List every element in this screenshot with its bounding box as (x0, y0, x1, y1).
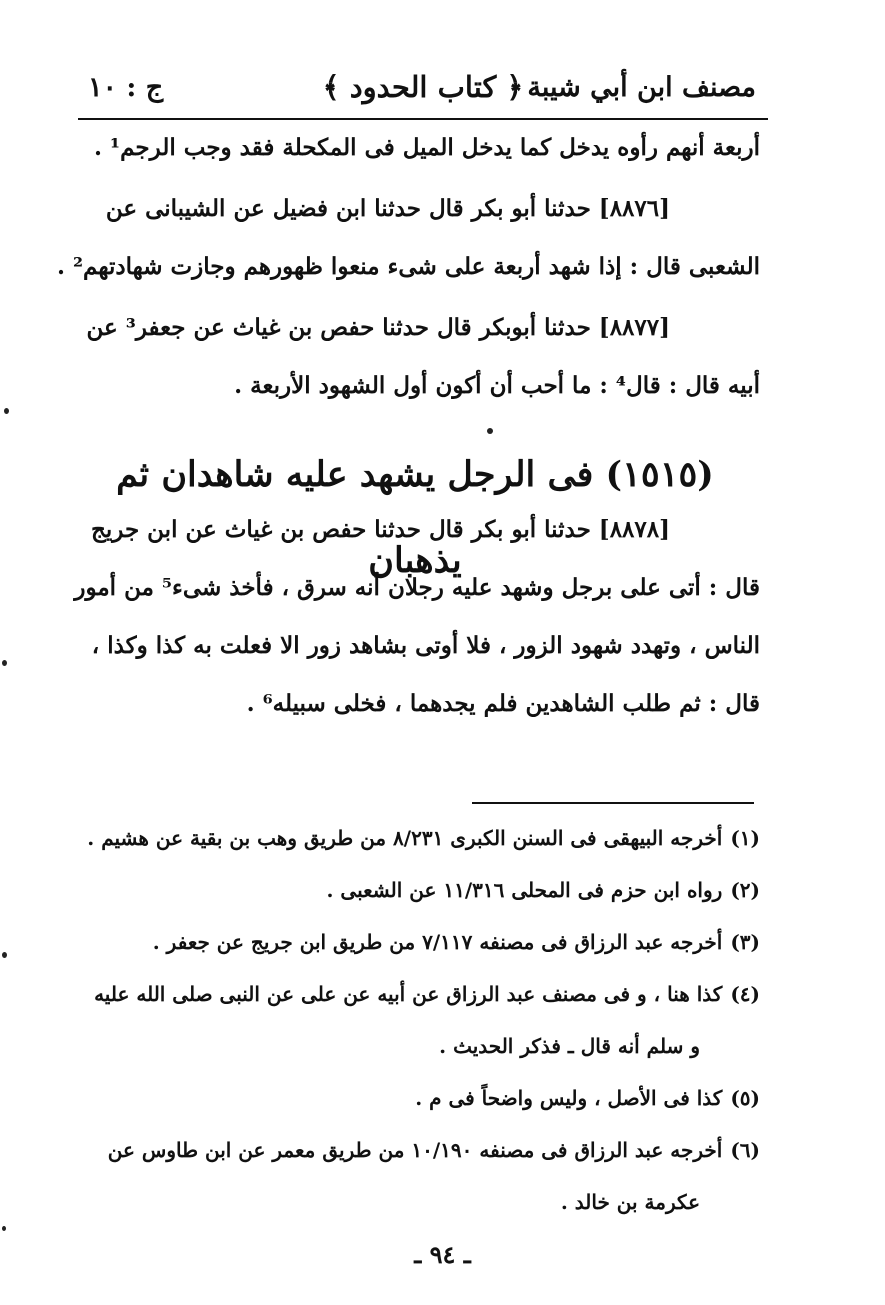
footnote (70, 1086, 760, 1138)
footnote-text: أخرجه عبد الرزاق فى مصنفه ١٠/١٩٠ من طريق معمر عن ابن طاوس عن (107, 1138, 723, 1162)
hadith-8877-line: [٨٨٧٧] حدثنا أبوبكر قال حدثنا حفص بن غياث عن جعفر³ عن (86, 314, 670, 341)
footnote (70, 982, 760, 1034)
scan-speck (2, 660, 7, 666)
footnote-separator (472, 802, 754, 804)
footnote-number: (٦) (730, 1138, 760, 1162)
text-line: قال : أتى على برجل وشهد عليه رجلان أنه سرق ، فأخذ شىء⁵ من أمور (74, 574, 760, 601)
hadith-8876-line: [٨٨٧٦] حدثنا أبو بكر قال حدثنا ابن فضيل عن الشيبانى عن (105, 195, 670, 222)
footnote (70, 826, 760, 878)
book-title: مصنف ابن أبي شيبة (527, 72, 756, 103)
page-number: ـ ٩٤ ـ (414, 1240, 471, 1269)
footnote (70, 878, 760, 930)
text-line: أبيه قال : قال⁴ : ما أحب أن أكون أول الشهود الأربعة . (234, 372, 760, 399)
footnotes (70, 826, 760, 1242)
footnote-text: أخرجه البيهقى فى السنن الكبرى ٨/٢٣١ من طريق وهب بن بقية عن هشيم . (87, 826, 723, 850)
section-heading: (١٥١٥) فى الرجل يشهد عليه شاهدان ثم يذهبان (116, 454, 714, 581)
hadith-8878-line: [٨٨٧٨] حدثنا أبو بكر قال حدثنا حفص بن غياث عن ابن جريج (91, 516, 670, 543)
header-rule (78, 118, 768, 120)
running-header (78, 68, 768, 112)
footnote-number: (٢) (730, 878, 760, 902)
footnote-number: (٤) (730, 982, 760, 1006)
footnote-number: (١) (730, 826, 760, 850)
footnote-text: أخرجه عبد الرزاق فى مصنفه ٧/١١٧ من طريق ابن جريج عن جعفر . (152, 930, 723, 954)
footnote-continuation: عكرمة بن خالد . (560, 1190, 700, 1214)
main-text (56, 134, 760, 750)
text-line: أربعة أنهم رأوه يدخل كما يدخل الميل فى المكحلة فقد وجب الرجم¹ . (94, 134, 760, 161)
footnote-text: كذا هنا ، و فى مصنف عبد الرزاق عن أبيه عن على عن النبى صلى الله عليه (94, 982, 723, 1006)
scan-speck (2, 1226, 6, 1231)
footnote-text: رواه ابن حزم فى المحلى ١١/٣١٦ عن الشعبى . (326, 878, 723, 902)
text-line: قال : ثم طلب الشاهدين فلم يجدهما ، فخلى سبيله⁶ . (246, 690, 760, 717)
volume-label: ج : ١٠ (88, 72, 164, 103)
text-line: الشعبى قال : إذا شهد أربعة على شىء منعوا ظهورهم وجازت شهادتهم² . (56, 253, 760, 280)
footnote (70, 930, 760, 982)
footnote-number: (٣) (730, 930, 760, 954)
footnote-continuation: و سلم أنه قال ـ فذكر الحديث . (439, 1034, 700, 1058)
footnote-text: كذا فى الأصل ، وليس واضحاً فى م . (415, 1086, 723, 1110)
chapter-title: ﴿ كتاب الحدود ﴾ (322, 70, 524, 104)
scan-speck (487, 428, 493, 434)
footnote (70, 1138, 760, 1190)
footnote-number: (٥) (730, 1086, 760, 1110)
scan-speck (2, 952, 7, 958)
scan-speck (4, 408, 9, 414)
text-line: الناس ، وتهدد شهود الزور ، فلا أوتى بشاهد زور الا فعلت به كذا وكذا ، (91, 632, 760, 659)
